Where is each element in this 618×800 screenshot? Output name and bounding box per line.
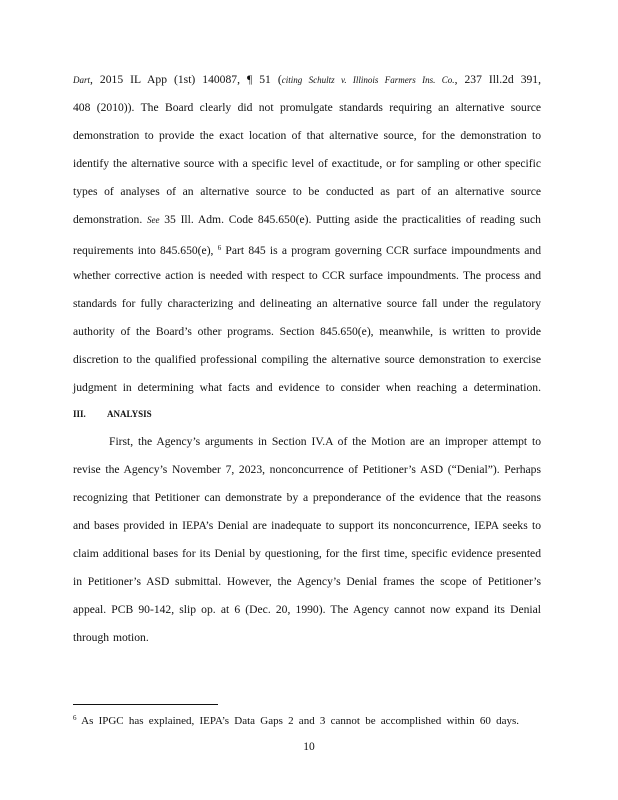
body-line: discretion to the qualified professional compiling the alternative source demonstration to exercise: [73, 353, 541, 366]
body-line: types of analyses of an alternative source to be conducted as part of an alternative source: [73, 185, 541, 198]
body-line: demonstration to provide the exact location of that alternative source, for the demonstration to: [73, 129, 541, 142]
case-name: Dart: [73, 75, 91, 85]
body-line: First, the Agency’s arguments in Section IV.A of the Motion are an improper attempt to: [109, 435, 541, 448]
body-line: [73, 213, 541, 227]
body-line: recognizing that Petitioner can demonstrate by a preponderance of the evidence that the reasons: [73, 491, 541, 504]
body-text: Part 845 is a program governing CCR surface impoundments and: [225, 244, 541, 257]
footnote-text: As IPGC has explained, IEPA’s Data Gaps 2 and 3 cannot be accomplished within 60 days.: [81, 715, 519, 727]
page-number: 10: [303, 741, 315, 753]
footnote-divider: [73, 704, 218, 705]
body-line: judgment in determining what facts and evidence to consider when reaching a determination.: [73, 381, 541, 394]
body-line: 408 (2010)). The Board clearly did not promulgate standards requiring an alternative source: [73, 101, 541, 114]
body-line: in Petitioner’s ASD submittal. However, the Agency’s Denial frames the scope of Petitioner’s: [73, 575, 541, 588]
footnote-marker: 6: [73, 714, 77, 722]
citation-text: , 237 Ill.2d 391,: [454, 73, 541, 86]
section-heading: [73, 409, 152, 419]
body-line: [73, 73, 541, 87]
body-line: revise the Agency’s November 7, 2023, nonconcurrence of Petitioner’s ASD (“Denial”). Perhaps: [73, 463, 541, 476]
footnote-marker: 6: [217, 244, 222, 252]
citation-text: , 2015 IL App (1st) 140087, ¶ 51 (: [90, 73, 282, 86]
body-line: standards for fully characterizing and delineating an alternative source fall under the regulatory: [73, 297, 541, 310]
body-text: 35 Ill. Adm. Code 845.650(e). Putting aside the practicalities of reading such: [164, 213, 541, 226]
body-text: requirements into 845.650(e),: [73, 244, 214, 257]
section-title: ANALYSIS: [107, 409, 152, 419]
body-line: appeal. PCB 90-142, slip op. at 6 (Dec. 20, 1990). The Agency cannot now expand its Denial: [73, 603, 541, 616]
body-line: identify the alternative source with a specific level of exactitude, or for sampling or other specific: [73, 157, 541, 170]
body-line: and bases provided in IEPA’s Denial are inadequate to support its nonconcurrence, IEPA seeks to: [73, 519, 541, 532]
body-line: [73, 241, 541, 258]
section-number: III.: [73, 409, 86, 419]
see-signal: See: [146, 215, 160, 225]
body-line: authority of the Board’s other programs. Section 845.650(e), meanwhile, is written to provide: [73, 325, 541, 338]
citing-case: citing Schultz v. Illinois Farmers Ins. Co.: [281, 75, 455, 85]
body-line: claim additional bases for its Denial by questioning, for the first time, specific evidence presented: [73, 547, 541, 560]
footnote: [73, 711, 519, 728]
body-text: demonstration.: [73, 213, 143, 226]
body-line: whether corrective action is needed with respect to CCR surface impoundments. The process and: [73, 269, 541, 282]
body-line: through motion.: [73, 631, 149, 644]
